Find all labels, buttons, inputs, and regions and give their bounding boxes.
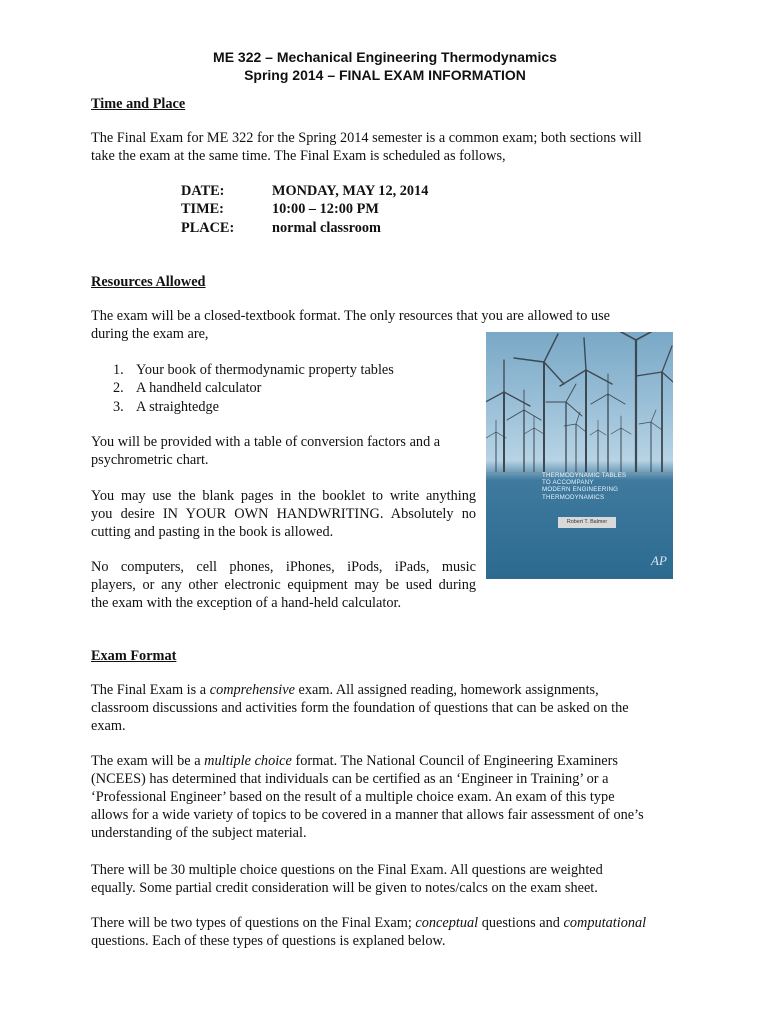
tables-para-line-2: psychrometric chart. bbox=[91, 452, 209, 468]
emphasis-multiple-choice: multiple choice bbox=[204, 753, 292, 769]
list-item bbox=[113, 361, 394, 379]
text-run: The exam will be a bbox=[91, 753, 205, 769]
cover-title-line: MODERN ENGINEERING THERMODYNAMICS bbox=[542, 486, 619, 501]
emphasis-comprehensive: comprehensive bbox=[209, 682, 295, 698]
multiple-choice-line-3: ‘Professional Engineer’ based on the result of a multiple choice exam. An exam of this type bbox=[91, 789, 615, 805]
list-number: 1. bbox=[113, 362, 124, 378]
cover-title-line: TO ACCOMPANY bbox=[542, 479, 594, 487]
schedule-label: PLACE: bbox=[181, 219, 235, 236]
cover-title-line: THERMODYNAMIC TABLES bbox=[542, 472, 627, 479]
blank-pages-line-3: cutting and pasting in the book is allowed. bbox=[91, 524, 334, 540]
resources-intro-line-2: during the exam are, bbox=[91, 326, 209, 342]
schedule-value: normal classroom bbox=[272, 219, 381, 236]
schedule-row-time bbox=[181, 200, 481, 218]
allowed-resources-list bbox=[113, 361, 394, 416]
multiple-choice-line-1 bbox=[91, 752, 618, 770]
time-intro-line-2: take the exam at the same time. The Final Exam is scheduled as follows, bbox=[91, 148, 506, 164]
heading-resources-allowed: Resources Allowed bbox=[91, 274, 206, 290]
list-text: A straightedge bbox=[136, 398, 219, 415]
schedule-label: TIME: bbox=[181, 201, 224, 218]
question-types-line-1 bbox=[91, 914, 646, 932]
blank-pages-line-1: You may use the blank pages in the booklet to write anything bbox=[91, 488, 476, 504]
document-subtitle: Spring 2014 – FINAL EXAM INFORMATION bbox=[244, 67, 526, 83]
book-cover-author: Robert T. Balmer bbox=[558, 517, 616, 528]
list-item bbox=[113, 379, 394, 397]
exam-schedule bbox=[181, 182, 481, 237]
document-title: ME 322 – Mechanical Engineering Thermodynamics bbox=[213, 49, 557, 65]
emphasis-conceptual: conceptual bbox=[415, 915, 479, 931]
time-intro-line-1: The Final Exam for ME 322 for the Spring 2014 semester is a common exam; both sections will bbox=[91, 130, 642, 146]
blank-pages-line-2: you desire IN YOUR OWN HANDWRITING. Absolutely no bbox=[91, 506, 476, 522]
schedule-value: MONDAY, MAY 12, 2014 bbox=[272, 183, 429, 199]
devices-line-2: players, or any other electronic equipment may be used during bbox=[91, 577, 476, 593]
question-count-line-2: equally. Some partial credit consideration will be given to notes/calcs on the exam sheet. bbox=[91, 880, 598, 896]
list-text: A handheld calculator bbox=[136, 380, 262, 397]
tables-para-line-1: You will be provided with a table of conversion factors and a bbox=[91, 434, 441, 450]
comprehensive-line-1 bbox=[91, 681, 599, 699]
multiple-choice-line-5: understanding of the subject material. bbox=[91, 825, 307, 841]
heading-time-and-place: Time and Place bbox=[91, 96, 186, 112]
list-number: 3. bbox=[113, 398, 124, 415]
text-run: There will be two types of questions on the Final Exam; bbox=[91, 915, 416, 931]
multiple-choice-line-4: allows for a wide variety of topics to be covered in a manner that allows fair assessment of one’s bbox=[91, 807, 644, 823]
list-number: 2. bbox=[113, 380, 124, 397]
text-run: The Final Exam is a bbox=[91, 682, 210, 698]
multiple-choice-line-2: (NCEES) has determined that individuals can be certified as an ‘Engineer in Training’ or a bbox=[91, 771, 609, 787]
list-text: Your book of thermodynamic property tables bbox=[136, 362, 394, 378]
book-cover-title bbox=[486, 472, 656, 501]
text-run: exam. All assigned reading, homework assignments, bbox=[294, 682, 599, 698]
wind-turbines-illustration bbox=[486, 332, 673, 579]
comprehensive-line-2: classroom discussions and activities form the foundation of questions that can be asked on the bbox=[91, 700, 629, 716]
emphasis-computational: computational bbox=[563, 915, 647, 931]
list-item bbox=[113, 398, 394, 416]
thermodynamic-tables-book-cover bbox=[486, 332, 673, 579]
text-run: format. The National Council of Engineering Examiners bbox=[291, 753, 618, 769]
resources-intro-line-1: The exam will be a closed-textbook format. The only resources that you are allowed to use bbox=[91, 308, 611, 324]
publisher-logo-icon: AP bbox=[651, 553, 667, 568]
text-run: questions and bbox=[478, 915, 564, 931]
schedule-row-date bbox=[181, 182, 481, 200]
schedule-value: 10:00 – 12:00 PM bbox=[272, 201, 379, 218]
devices-line-3: the exam with the exception of a hand-held calculator. bbox=[91, 595, 402, 611]
schedule-label: DATE: bbox=[181, 183, 225, 199]
question-types-line-2: questions. Each of these types of questions is explaned below. bbox=[91, 933, 446, 949]
heading-exam-format: Exam Format bbox=[91, 648, 177, 664]
devices-line-1: No computers, cell phones, iPhones, iPods, iPads, music bbox=[91, 559, 476, 575]
schedule-row-place bbox=[181, 219, 481, 237]
question-count-line-1: There will be 30 multiple choice questions on the Final Exam. All questions are weighted bbox=[91, 862, 603, 878]
comprehensive-line-3: exam. bbox=[91, 718, 126, 734]
